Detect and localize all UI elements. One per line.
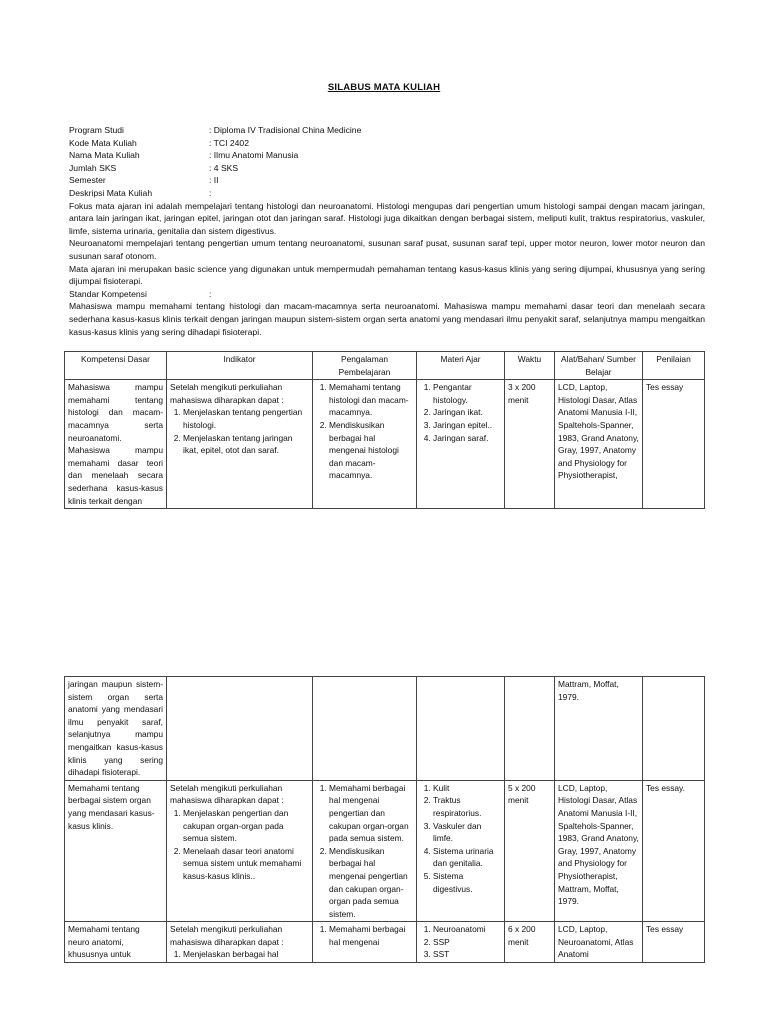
header-cell: Waktu [505,352,555,380]
table-header-row [65,352,705,380]
list-item: 1. Menjelaskan tentang pengertian histologi. [183,406,309,431]
kompetensi-cell: jaringan maupun sistem-sistem organ serta anatomi yang mendasari ilmu penyakit saraf, selanjutnya mampu mengaitkan kasus-kasus klinis yang sering dihadapi fisioterapi. [65,677,167,781]
standard-paragraph: Mahasiswa mampu memahami tentang histologi dan macam-macamnya serta neuroanatomi. Mahasiswa mampu memahami dasar teori dan menelaah secara sederhana kasus-kasus klinis terkait dengan jaringan maupun sistem-sistem organ serta anatomi yang mendasari ilmu penyakit saraf, selanjutnya mampu mengaitkan kasus-kasus klinis yang sering dihadapi fisioterapi. [69,301,705,337]
kompetensi-cell: Memahami tentang neuro anatomi, khususnya untuk [65,922,167,963]
course-info [69,124,705,338]
header-cell: Kompetensi Dasar [65,352,167,380]
kompetensi-cell: Memahami tentang berbagai sistem organ yang mendasari kasus-kasus klinis. [65,780,167,922]
list-item: 2. Jaringan ikat. [433,406,501,419]
syllabus-table-page2 [64,676,705,963]
indikator-cell [167,922,313,963]
page2-viewport [64,676,705,1023]
list-item: 4. Sistema urinaria dan genitalia. [433,845,501,870]
materi-cell [417,677,505,781]
waktu-cell: 3 x 200 menit [505,380,555,509]
meta-standard [69,288,705,301]
meta-description [69,187,705,200]
page-title: SILABUS MATA KULIAH [327,82,441,93]
meta-value: : 4 SKS [209,162,239,173]
meta-value: : TCI 2402 [209,137,249,148]
meta-sks [69,162,705,175]
indikator-intro: Setelah mengikuti perkuliahan mahasiswa diharapkan dapat : [170,782,284,806]
indikator-intro: Setelah mengikuti perkuliahan mahasiswa diharapkan dapat : [170,924,284,947]
meta-value: : Diploma IV Tradisional China Medicine [209,125,362,135]
penilaian-cell: Tes essay. [643,780,705,922]
penilaian-cell: Tes essay [643,922,705,963]
meta-label: Jumlah SKS [69,162,117,173]
list-item: 1. Neuroanatomi [433,923,501,936]
list-item: 1. Memahami tentang histologi dan macam-macamnya. [329,381,413,419]
meta-label: Standar Kompetensi [69,288,147,299]
waktu-cell: 5 x 200 menit [505,780,555,922]
list-item: 2. Traktus respiratorius. [433,794,501,819]
indikator-cell [167,780,313,922]
meta-label: Kode Mata Kuliah [69,137,137,148]
waktu-cell: 6 x 200 menit [505,922,555,963]
list-item: 3. Vaskuler dan limfe. [433,820,501,845]
list-item: 4. Jaringan saraf. [433,432,501,445]
list-item: 2. Mendiskusikan berbagai hal mengenai pengertian dan cakupan organ-organ pada semua sistem. [329,845,413,921]
header-cell: Alat/Bahan/ Sumber Belajar [555,352,643,380]
meta-code [69,137,705,150]
alat-cell: LCD, Laptop, Neuroanatomi, Atlas Anatomi [555,922,643,963]
pengalaman-cell [313,780,417,922]
indikator-intro: Setelah mengikuti perkuliahan mahasiswa diharapkan dapat : [170,382,284,405]
table-row [65,380,705,509]
list-item: 1. Memahami berbagai hal mengenai [329,923,413,948]
waktu-cell [505,677,555,781]
description-paragraph: Fokus mata ajaran ini adalah mempelajari tentang histologi dan neuroanatomi. Histologi mengupas dari pengertian umum histologi sampai dengan macam jaringan, antara lain jaringan ikat, jaringan epitel, jaringan otot dan jaringan saraf. Histologi juga dikaitkan dengan berbagai sistem, meliputi kulit, traktus respiratorius, vaskuler, limfe, sistema urinaria, genitalia dan sistem digestivus. [69,200,705,236]
indikator-cell [167,677,313,781]
table-row [65,677,705,781]
meta-label: Program Studi [69,125,124,135]
penilaian-cell: Tes essay [643,380,705,509]
syllabus-table-page1 [64,351,705,509]
alat-cell: LCD, Laptop, Histologi Dasar, Atlas Anatomi Manusia I-II, Spaltehols-Spanner, 1983, Grand Anatony, Gray, 1997, Anatomy and Physiology for Physiotherapist, [555,380,643,509]
meta-label: Deskripsi Mata Kuliah [69,187,153,198]
alat-cell: LCD, Laptop, Histologi Dasar, Atlas Anatomi Manusia I-II, Spaltehols-Spanner, 1983, Grand Anatony, Gray, 1997, Anatomy and Physiology for Physiotherapist, Mattram, Moffat, 1979. [555,780,643,922]
pengalaman-cell [313,922,417,963]
description-paragraph: Mata ajaran ini merupakan basic science yang digunakan untuk mempermudah pemahaman tentang kasus-kasus klinis yang sering dijumpai, khususnya yang sering dijumpai fisioterapi. [69,263,705,287]
list-item: 2. Mendiskusikan berbagai hal mengenai histologi dan macam-macamnya. [329,419,413,482]
pengalaman-cell [313,380,417,509]
list-item: 2. Menelaah dasar teori anatomi semua sistem untuk memahami kasus-kasus klinis.. [183,845,309,883]
meta-value: : [209,288,212,299]
header-cell: Pengalaman Pembelajaran [313,352,417,380]
kompetensi-cell: Mahasiswa mampu memahami tentang histologi dan macam-macamnya serta neuroanatomi. Mahasiswa mampu memahami dasar teori dan menelaah secara sederhana kasus-kasus klinis terkait dengan [65,380,167,509]
materi-cell [417,780,505,922]
meta-name [69,149,705,162]
description-paragraph: Neuroanatomi mempelajari tentang pengertian umum tentang neuroanatomi, susunan saraf pusat, susunan saraf tepi, upper motor neuron, lower motor neuron dan susunan saraf otonom. [69,238,705,261]
list-item: 2. SSP [433,936,501,949]
meta-value: : [209,187,212,198]
table-row [65,780,705,922]
meta-label: Nama Mata Kuliah [69,150,140,161]
table-row [65,922,705,963]
header-cell: Materi Ajar [417,352,505,380]
meta-label: Semester [69,175,106,186]
list-item: 1. Menjelaskan pengertian dan cakupan organ-organ pada semua sistem. [183,807,309,845]
list-item: 2. Menjelaskan tentang jaringan ikat, epitel, otot dan saraf. [183,432,309,457]
materi-cell [417,380,505,509]
header-cell: Indikator [167,352,313,380]
meta-value: : II [209,175,219,186]
meta-program [69,124,705,137]
penilaian-cell [643,677,705,781]
list-item: 1. Memahami berbagai hal mengenai pengertian dan cakupan organ-organ pada semua sistem. [329,782,413,845]
alat-cell: Mattram, Moffat, 1979. [555,677,643,781]
pengalaman-cell [313,677,417,781]
list-item: 5. Sistema digestivus. [433,870,501,895]
materi-cell [417,922,505,963]
list-item: 1. Menjelaskan berbagai hal [183,948,309,961]
list-item: 1. Pengantar histology. [433,381,501,406]
meta-value: : Ilmu Anatomi Manusia [209,150,299,161]
header-cell: Penilaian [643,352,705,380]
list-item: 1. Kulit [433,782,501,795]
list-item: 3. SST [433,948,501,961]
list-item: 3. Jaringan epitel.. [433,419,501,432]
indikator-cell [167,380,313,509]
meta-semester [69,174,705,187]
